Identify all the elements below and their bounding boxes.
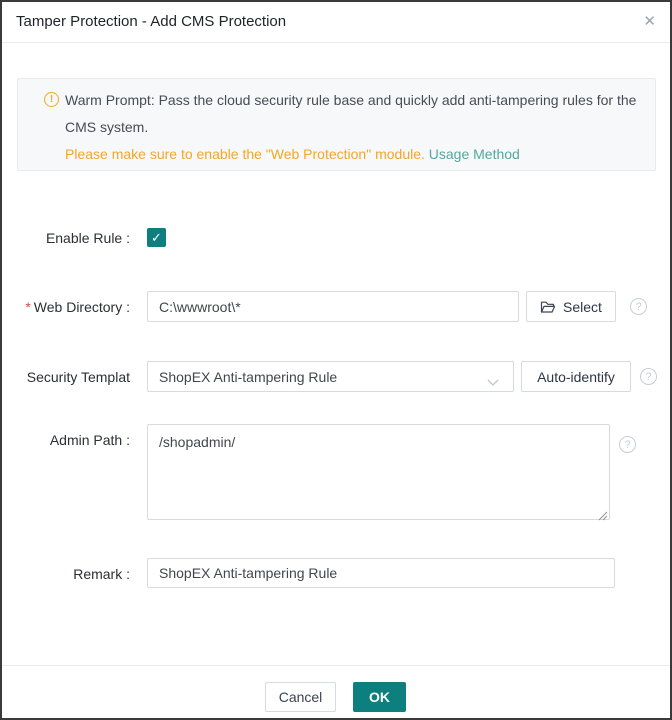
folder-icon [540,300,556,314]
admin-path-textarea[interactable] [147,424,610,520]
auto-identify-label: Auto-identify [537,368,615,385]
usage-method-link[interactable]: Usage Method [428,146,520,162]
remark-label: Remark : [73,566,130,582]
remark-input[interactable] [147,558,615,588]
ok-button[interactable]: OK [353,682,406,712]
dialog-titlebar [2,2,670,43]
admin-path-field [147,424,610,520]
dialog-title: Tamper Protection - Add CMS Protection [16,13,287,30]
chevron-down-icon [487,374,499,390]
warm-prompt-line: Warm Prompt: Pass the cloud security rule base and quickly add anti-tampering rules for the CMS system. [65,92,637,135]
auto-identify-button[interactable] [521,361,631,392]
warm-prompt-text [65,87,637,168]
security-template-help-icon[interactable]: ? [640,368,657,385]
resize-handle[interactable] [598,508,608,518]
check-icon: ✓ [151,229,162,245]
web-directory-input[interactable] [147,291,519,322]
warm-prompt-box [17,78,656,171]
cancel-button[interactable]: Cancel [265,682,336,712]
security-template-selected-value: ShopEX Anti-tampering Rule [159,368,338,385]
enable-rule-label: Enable Rule : [45,230,130,246]
security-template-label: Security Templat [26,369,130,385]
enable-rule-checkbox[interactable] [147,228,166,247]
admin-path-label: Admin Path : [49,432,130,448]
required-asterisk: * [25,299,31,315]
close-icon[interactable]: ✕ [643,13,656,30]
web-directory-label: * Web Directory : [25,299,130,315]
dialog-footer [2,665,670,718]
web-directory-help-icon[interactable]: ? [630,298,647,315]
warm-prompt-warning: Please make sure to enable the "Web Protection" module. [65,146,425,162]
security-template-select[interactable] [147,361,514,392]
warning-icon: ! [44,92,59,107]
select-directory-button[interactable] [526,291,616,322]
select-button-label: Select [563,298,602,315]
admin-path-help-icon[interactable]: ? [619,436,636,453]
